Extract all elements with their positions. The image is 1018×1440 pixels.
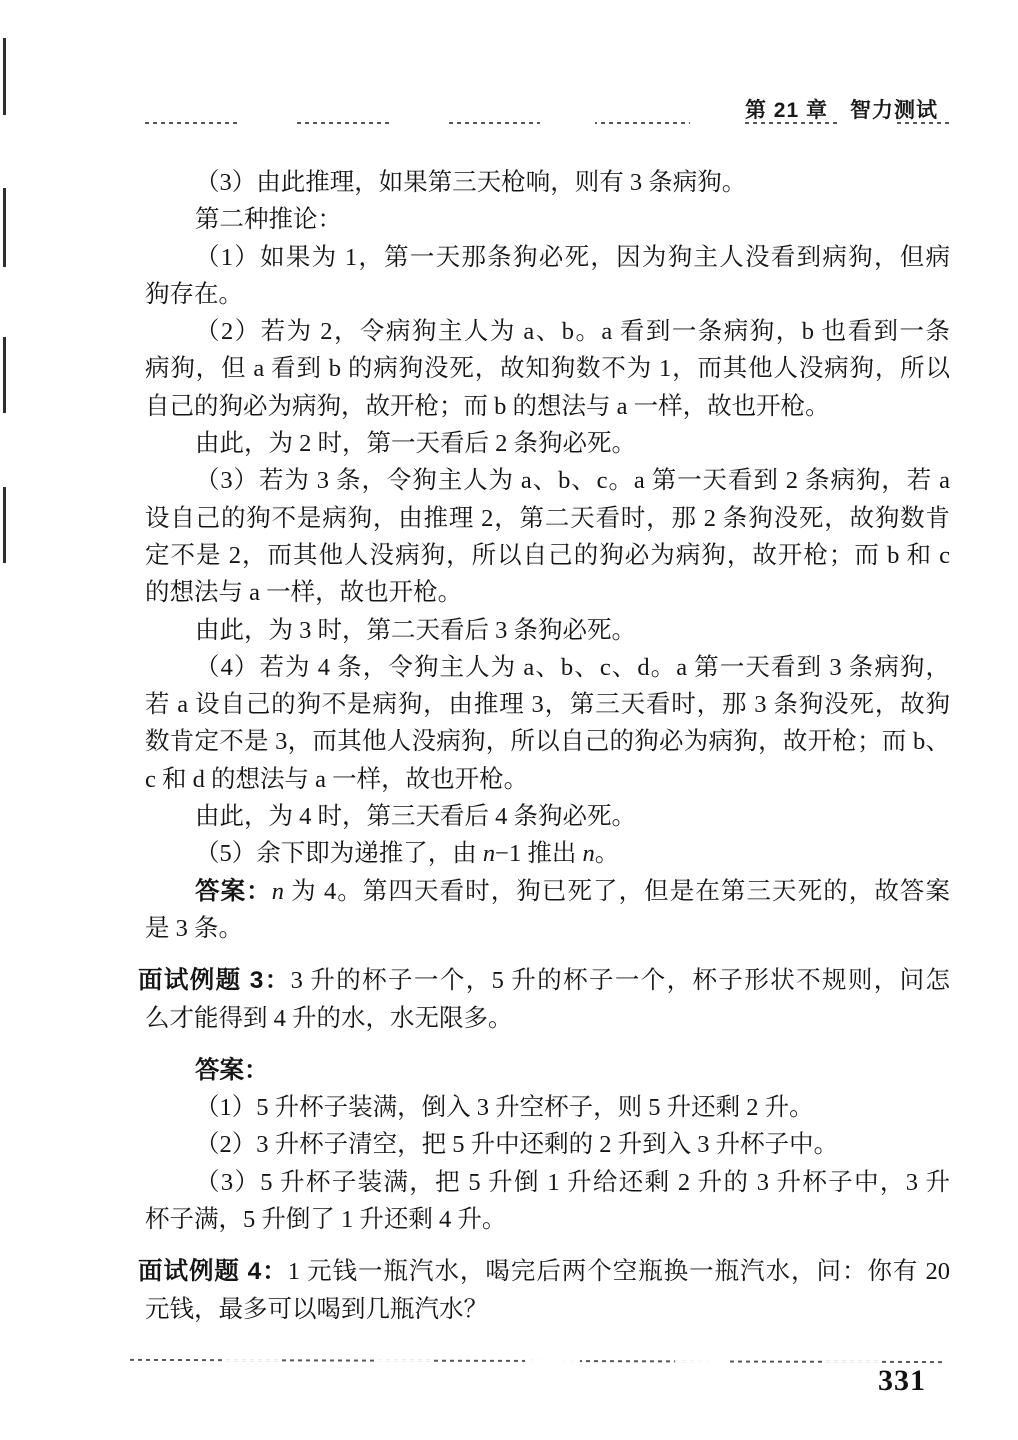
text-line: 由此，为 2 时，第一天看后 2 条狗必死。 [195, 430, 636, 458]
variable-n: n [482, 840, 496, 868]
interview-example-3-label: 面试例题 3： [138, 967, 291, 995]
text-run: 3 升的杯子一个，5 升的杯子一个，杯子形状不规则，问怎 [290, 967, 951, 995]
footer-divider-rule [130, 1359, 942, 1363]
chapter-running-head: 第 21 章 智力测试 [744, 99, 938, 122]
variable-n: n [271, 877, 284, 905]
text-line: 元钱，最多可以喝到几瓶汽水？ [145, 1295, 488, 1323]
header-divider-rule [145, 122, 950, 124]
text-line: 的想法与 a 一样，故也开枪。 [145, 579, 463, 607]
text-line: c 和 d 的想法与 a 一样，故也开枪。 [145, 765, 529, 793]
text-run: −1 推出 [495, 840, 583, 868]
text-line: 由此，为 3 时，第二天看后 3 条狗必死。 [195, 616, 636, 644]
answer-label: 答案： [195, 1056, 269, 1084]
text-line: （3）由此推理，如果第三天枪响，则有 3 条病狗。 [195, 169, 747, 196]
scan-artifact-bar [3, 188, 6, 267]
text-line: （3）若为 3 条，令狗主人为 a、b、c。a 第一天看到 2 条病狗，若 a [195, 467, 950, 495]
page-body [138, 164, 951, 1328]
text-line: （1）如果为 1，第一天那条狗必死，因为狗主人没看到病狗，但病 [195, 243, 950, 271]
text-line: （1）5 升杯子装满，倒入 3 升空杯子，则 5 升还剩 2 升。 [195, 1094, 814, 1122]
text-line: 由此，为 4 时，第三天看后 4 条狗必死。 [195, 803, 636, 831]
text-line: 自己的狗必为病狗，故开枪；而 b 的想法与 a 一样，故也开枪。 [145, 392, 830, 420]
text-run: （5）余下即为递推了，由 [195, 840, 483, 868]
text-line: 若 a 设自己的狗不是病狗，由推理 3，第三天看时，那 3 条狗没死，故狗 [145, 691, 950, 719]
text-run: 为 4。第四天看时，狗已死了，但是在第三天死的，故答案 [283, 877, 951, 905]
text-run: 1 元钱一瓶汽水，喝完后两个空瓶换一瓶汽水，问：你有 20 [287, 1258, 950, 1286]
text-line: （3）5 升杯子装满，把 5 升倒 1 升给还剩 2 升的 3 升杯子中，3 升 [195, 1168, 950, 1196]
text-line: （4）若为 4 条，令狗主人为 a、b、c、d。a 第一天看到 3 条病狗， [195, 653, 950, 681]
scan-artifact-bar [3, 38, 6, 115]
text-line: 是 3 条。 [145, 914, 243, 942]
text-line [145, 835, 950, 872]
interview-example-4-label: 面试例题 4： [138, 1258, 288, 1286]
text-line [138, 1253, 950, 1290]
text-line: 狗存在。 [145, 280, 243, 308]
scan-artifact-bar [3, 337, 6, 413]
text-line: 设自己的狗不是病狗，由推理 2，第二天看时，那 2 条狗没死，故狗数肯 [145, 504, 950, 532]
text-line: 杯子满，5 升倒了 1 升还剩 4 升。 [145, 1206, 507, 1234]
text-line: （2）3 升杯子清空，把 5 升中还剩的 2 升到入 3 升杯子中。 [195, 1131, 839, 1159]
text-line: 么才能得到 4 升的水，水无限多。 [145, 1004, 513, 1032]
page-number: 331 [878, 1364, 926, 1397]
text-line: 病狗，但 a 看到 b 的病狗没死，故知狗数不为 1，而其他人没病狗，所以 [145, 355, 950, 383]
variable-n: n [582, 840, 595, 868]
text-line: （2）若为 2，令病狗主人为 a、b。a 看到一条病狗，b 也看到一条 [195, 318, 950, 346]
text-run: 。 [594, 840, 620, 868]
text-line: 第二种推论： [195, 206, 342, 234]
text-line: 数肯定不是 3，而其他人没病狗，所以自己的狗必为病狗，故开枪；而 b、 [145, 728, 950, 756]
text-line: 定不是 2，而其他人没病狗，所以自己的狗必为病狗，故开枪；而 b 和 c [145, 541, 950, 569]
answer-label: 答案： [195, 877, 272, 905]
text-line [145, 873, 950, 910]
text-line [138, 962, 950, 999]
scan-artifact-bar [3, 487, 6, 563]
